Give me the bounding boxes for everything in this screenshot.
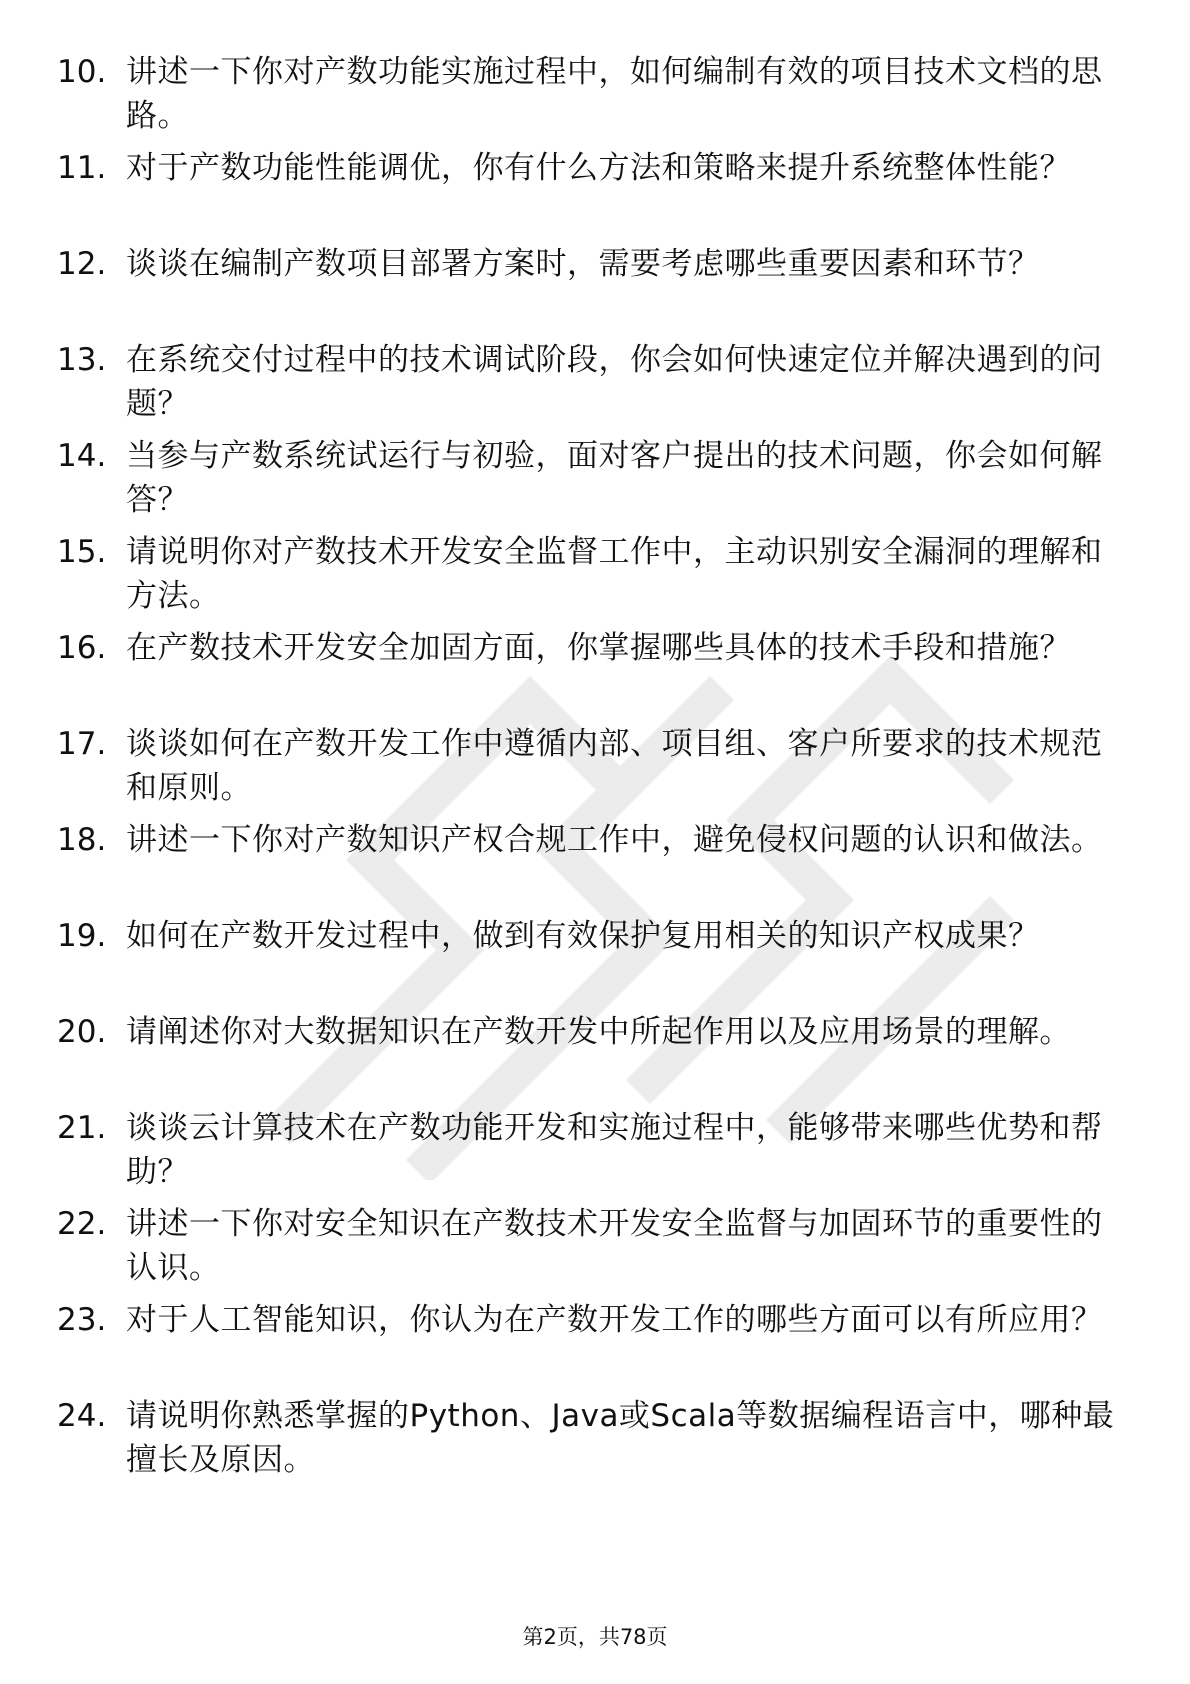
question-number: 15. bbox=[57, 534, 107, 570]
question-item bbox=[0, 242, 1190, 338]
question-text: 当参与产数系统试运行与初验，面对客户提出的技术问题，你会如何解答？ bbox=[126, 438, 1103, 518]
question-number: 12. bbox=[57, 246, 107, 282]
question-item bbox=[0, 50, 1190, 146]
question-item bbox=[0, 338, 1190, 434]
question-text: 讲述一下你对产数知识产权合规工作中，避免侵权问题的认识和做法。 bbox=[126, 822, 1103, 858]
question-text: 请说明你熟悉掌握的Python、Java或Scala等数据编程语言中，哪种最擅长及原因。 bbox=[126, 1398, 1115, 1478]
question-text: 对于人工智能知识，你认为在产数开发工作的哪些方面可以有所应用？ bbox=[126, 1302, 1103, 1338]
question-number: 19. bbox=[57, 918, 107, 954]
question-text: 在系统交付过程中的技术调试阶段，你会如何快速定位并解决遇到的问题？ bbox=[126, 342, 1103, 422]
question-number: 24. bbox=[57, 1398, 107, 1434]
question-text: 对于产数功能性能调优，你有什么方法和策略来提升系统整体性能？ bbox=[126, 150, 1071, 186]
question-item bbox=[0, 530, 1190, 626]
question-item bbox=[0, 1106, 1190, 1202]
question-number: 13. bbox=[57, 342, 107, 378]
question-item bbox=[0, 626, 1190, 722]
question-item bbox=[0, 1202, 1190, 1298]
question-number: 16. bbox=[57, 630, 107, 666]
question-item bbox=[0, 146, 1190, 242]
question-list bbox=[0, 50, 1190, 1490]
question-number: 20. bbox=[57, 1014, 107, 1050]
question-number: 10. bbox=[57, 54, 107, 90]
question-number: 22. bbox=[57, 1206, 107, 1242]
question-number: 21. bbox=[57, 1110, 107, 1146]
question-number: 18. bbox=[57, 822, 107, 858]
question-text: 请说明你对产数技术开发安全监督工作中，主动识别安全漏洞的理解和方法。 bbox=[126, 534, 1103, 614]
question-item bbox=[0, 1010, 1190, 1106]
question-number: 23. bbox=[57, 1302, 107, 1338]
question-text: 讲述一下你对产数功能实施过程中，如何编制有效的项目技术文档的思路。 bbox=[126, 54, 1103, 134]
question-item bbox=[0, 722, 1190, 818]
question-number: 17. bbox=[57, 726, 107, 762]
question-text: 在产数技术开发安全加固方面，你掌握哪些具体的技术手段和措施？ bbox=[126, 630, 1071, 666]
question-item bbox=[0, 818, 1190, 914]
question-text: 请阐述你对大数据知识在产数开发中所起作用以及应用场景的理解。 bbox=[126, 1014, 1071, 1050]
question-text: 如何在产数开发过程中，做到有效保护复用相关的知识产权成果？ bbox=[126, 918, 1040, 954]
question-text: 谈谈在编制产数项目部署方案时，需要考虑哪些重要因素和环节？ bbox=[126, 246, 1040, 282]
question-item bbox=[0, 434, 1190, 530]
page-footer: 第2页，共78页 bbox=[522, 1625, 668, 1649]
question-number: 14. bbox=[57, 438, 107, 474]
question-item bbox=[0, 1298, 1190, 1394]
question-text: 讲述一下你对安全知识在产数技术开发安全监督与加固环节的重要性的认识。 bbox=[126, 1206, 1103, 1286]
question-item bbox=[0, 914, 1190, 1010]
question-text: 谈谈如何在产数开发工作中遵循内部、项目组、客户所要求的技术规范和原则。 bbox=[126, 726, 1103, 806]
question-text: 谈谈云计算技术在产数功能开发和实施过程中，能够带来哪些优势和帮助？ bbox=[126, 1110, 1103, 1190]
question-item bbox=[0, 1394, 1190, 1490]
question-number: 11. bbox=[57, 150, 107, 186]
